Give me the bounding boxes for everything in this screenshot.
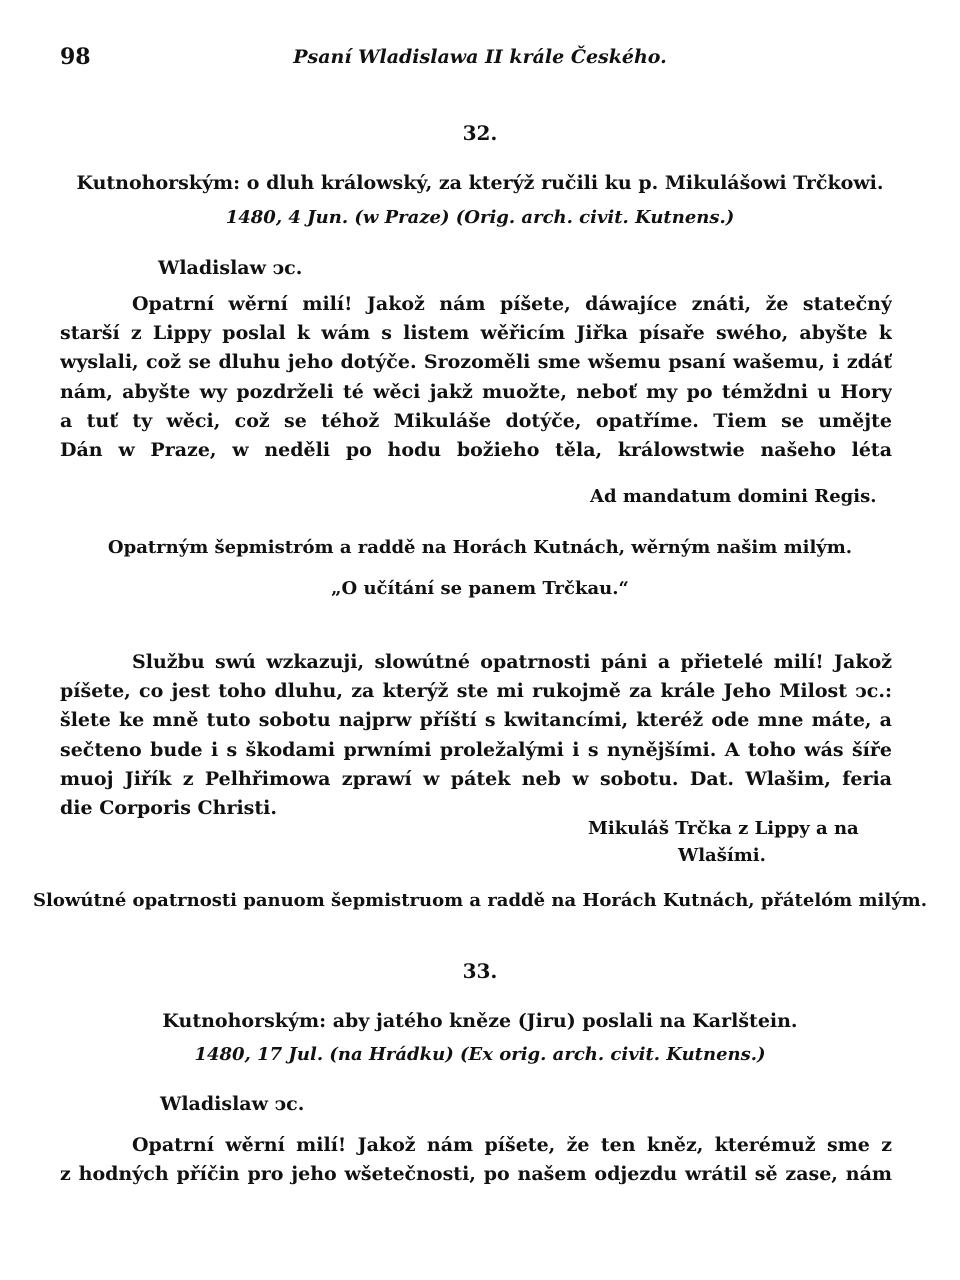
mandate-line: Ad mandatum domini Regis. bbox=[590, 486, 877, 507]
text-line: z hodných příčin pro jeho wšetečnosti, po našem odjezdu wrátil sě zase, nám bbox=[60, 1163, 892, 1186]
text-line: Opatrní wěrní milí! Jakož nám píšete, že ten kněz, kterémuž sme z bbox=[132, 1134, 892, 1156]
text-line: píšete, co jest toho dluhu, za kterýž ste mi rukojmě za krále Jeho Milost ͻc.: bbox=[60, 680, 892, 703]
text-line: sečteno bude i s škodami prwními proležalými i s nynějšími. A toho wás šíře bbox=[60, 738, 892, 761]
text-line: starší z Lippy poslal k wám s listem wěřicím Jiřka písaře swého, abyšte k bbox=[60, 322, 892, 345]
document-number-32: 32. bbox=[462, 121, 498, 145]
text-line: muoj Jiřík z Pelhřimowa zprawí w pátek neb w sobotu. Dat. Wlašim, feria bbox=[60, 767, 892, 790]
running-title: Psaní Wladislawa II krále Českého. bbox=[293, 46, 667, 68]
signature-line-1: Mikuláš Trčka z Lippy a na bbox=[588, 818, 859, 839]
letter-body-33 bbox=[60, 1131, 892, 1189]
enclosure-title: „O učítání se panem Trčkau.“ bbox=[331, 578, 629, 599]
text-line: nám, abyšte wy pozdrželi té wěci jakž muožte, neboť my po témždni u Hory bbox=[60, 380, 892, 403]
document-date-32: 1480, 4 Jun. (w Praze) (Orig. arch. civit. Kutnens.) bbox=[225, 207, 735, 228]
signature-line-2: Wlašími. bbox=[678, 845, 766, 866]
text-line: Dán w Praze, w neděli po hodu božieho těla, králowstwie našeho léta bbox=[60, 438, 892, 461]
text-line: šlete ke mně tuto sobotu najprw příští s kwitancími, kteréž ode mne máte, a bbox=[60, 709, 892, 732]
text-line: a tuť ty wěci, což se téhož Mikuláše dotýče, opatříme. Tiem se umějte bbox=[60, 409, 892, 432]
address-line-32: Opatrným šepmistróm a raddě na Horách Kutnách, wěrným našim milým. bbox=[107, 537, 853, 558]
sender-32: Wladislaw ͻc. bbox=[158, 257, 303, 279]
text-line: wyslali, což se dluhu jeho dotýče. Srozoměli sme wšemu psaní wašemu, i zdáť bbox=[60, 351, 892, 374]
enclosure-address: Slowútné opatrnosti panuom šepmistruom a raddě na Horách Kutnách, přátelóm milým. bbox=[33, 890, 927, 911]
text-line: die Corporis Christi. bbox=[60, 796, 277, 819]
letter-body-32 bbox=[60, 290, 892, 465]
page-number: 98 bbox=[60, 44, 91, 70]
document-heading-32: Kutnohorským: o dluh králowský, za kterýž ručili ku p. Mikulášowi Trčkowi. bbox=[76, 172, 884, 194]
document-heading-33: Kutnohorským: aby jatého kněze (Jiru) poslali na Karlštein. bbox=[162, 1010, 798, 1032]
text-line: Službu swú wzkazuji, slowútné opatrnosti páni a přietelé milí! Jakož bbox=[132, 651, 892, 673]
running-head bbox=[60, 44, 900, 78]
sender-33: Wladislaw ͻc. bbox=[160, 1093, 305, 1115]
document-number-33: 33. bbox=[462, 959, 498, 983]
enclosure-body bbox=[60, 648, 892, 823]
text-line: Opatrní wěrní milí! Jakož nám píšete, dáwajíce znáti, že statečný bbox=[132, 293, 892, 315]
document-date-33: 1480, 17 Jul. (na Hrádku) (Ex orig. arch. civit. Kutnens.) bbox=[194, 1044, 766, 1065]
